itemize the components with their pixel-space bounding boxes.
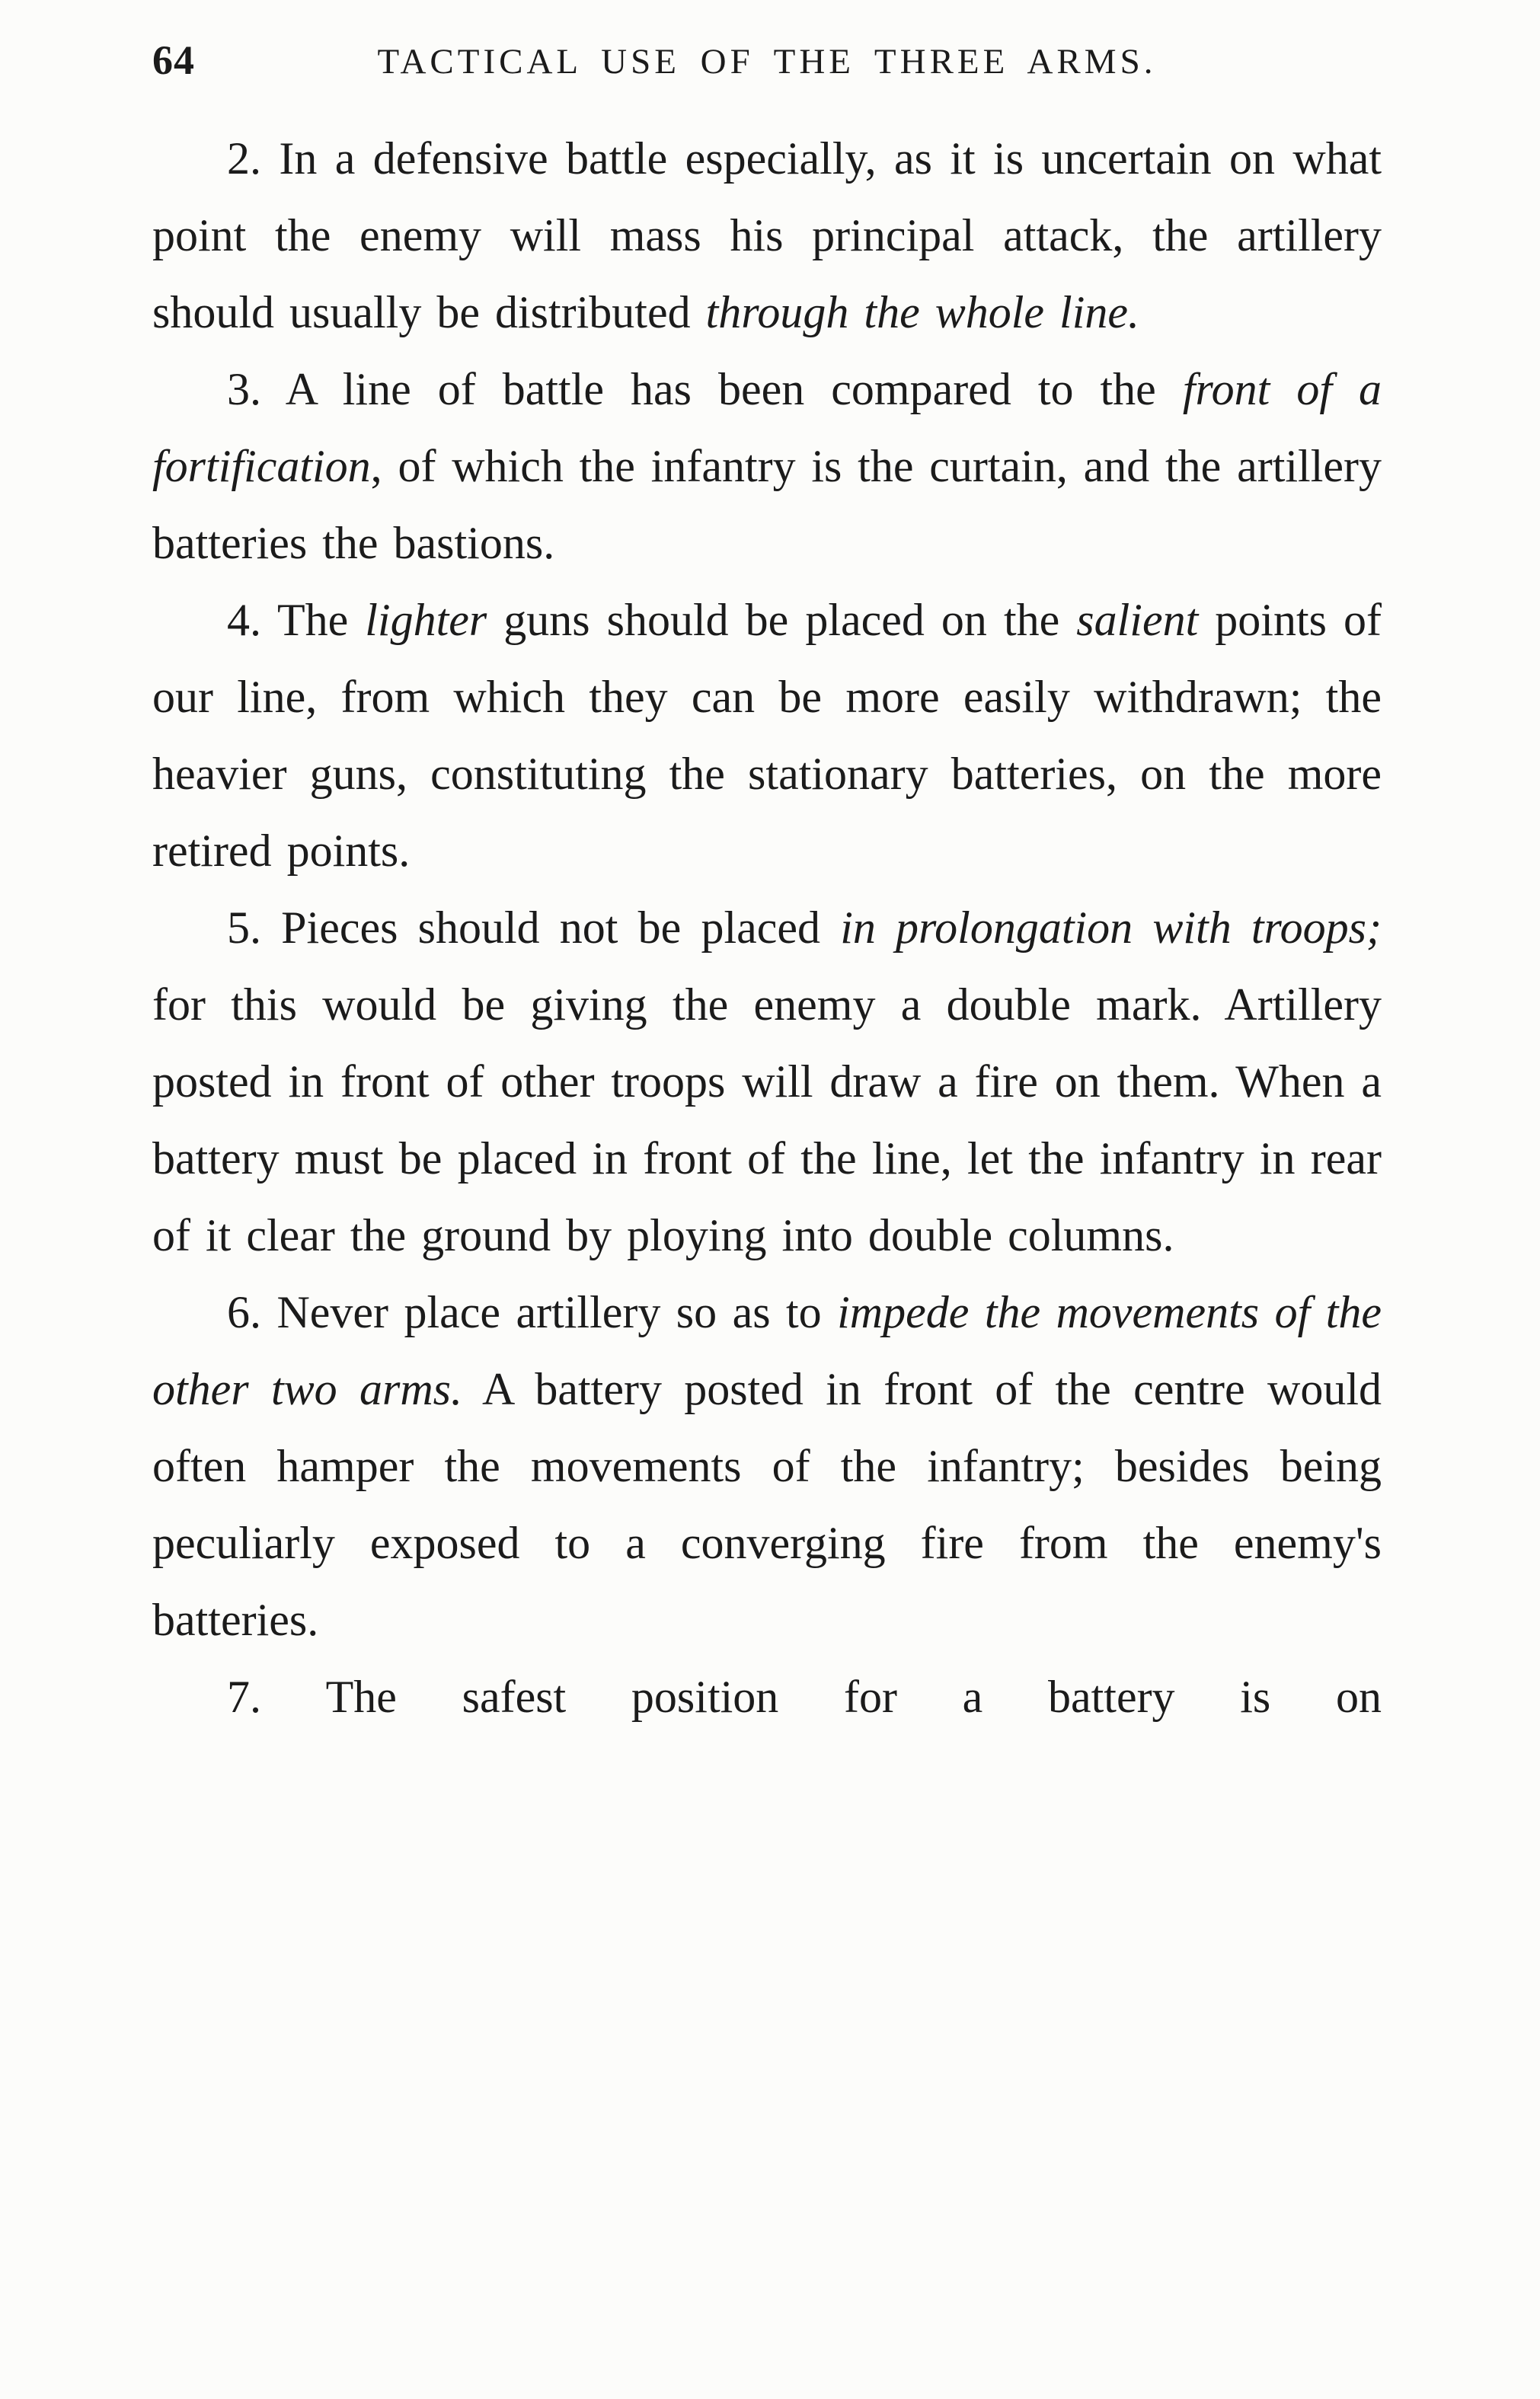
text-segment: guns should be placed on the	[487, 595, 1077, 645]
text-segment: 4. The	[227, 595, 366, 645]
page-header	[152, 37, 1382, 90]
paragraph	[152, 582, 1382, 890]
running-title: TACTICAL USE OF THE THREE ARMS.	[377, 42, 1157, 81]
text-segment: 2. In a defensive battle especially, as it is uncertain on what point the enemy will mass his principal attack, the artillery should usually be distributed	[152, 133, 1382, 337]
page-content	[152, 120, 1382, 1736]
text-segment: , of which the infantry is the curtain, and the artillery batteries the bastions.	[152, 441, 1382, 568]
paragraph	[152, 120, 1382, 351]
italic-text-segment: lighter	[365, 595, 487, 645]
paragraph	[152, 351, 1382, 582]
paragraph	[152, 890, 1382, 1274]
text-segment: for this would be giving the enemy a double mark. Artillery posted in front of other troops will draw a fire on them. When a battery must be placed in front of the line, let the infantry in rear of it clear the ground by ploying into double columns.	[152, 979, 1382, 1260]
text-segment: 7. The safest position for a battery is on	[227, 1672, 1382, 1722]
italic-text-segment: impede the movements of the other two arms.	[152, 1287, 1382, 1414]
text-segment: A battery posted in front of the centre would often hamper the movements of the infantry; besides being peculiarly exposed to a converging fire from the enemy's batteries.	[152, 1364, 1382, 1645]
text-segment: points of our line, from which they can be more easily withdrawn; the heavier guns, constituting the stationary batteries, on the more retired points.	[152, 595, 1382, 876]
text-segment: 3. A line of battle has been compared to the	[227, 364, 1183, 414]
italic-text-segment: salient	[1076, 595, 1199, 645]
italic-text-segment: front of a fortification	[152, 364, 1382, 491]
page-number: 64	[152, 37, 195, 83]
italic-text-segment: in prolongation with troops;	[840, 902, 1382, 953]
paragraph	[152, 1659, 1382, 1736]
text-segment: 6. Never place artillery so as to	[227, 1287, 838, 1337]
paragraph	[152, 1274, 1382, 1659]
text-segment: 5. Pieces should not be placed	[227, 902, 841, 953]
italic-text-segment: through the whole line.	[705, 287, 1140, 337]
